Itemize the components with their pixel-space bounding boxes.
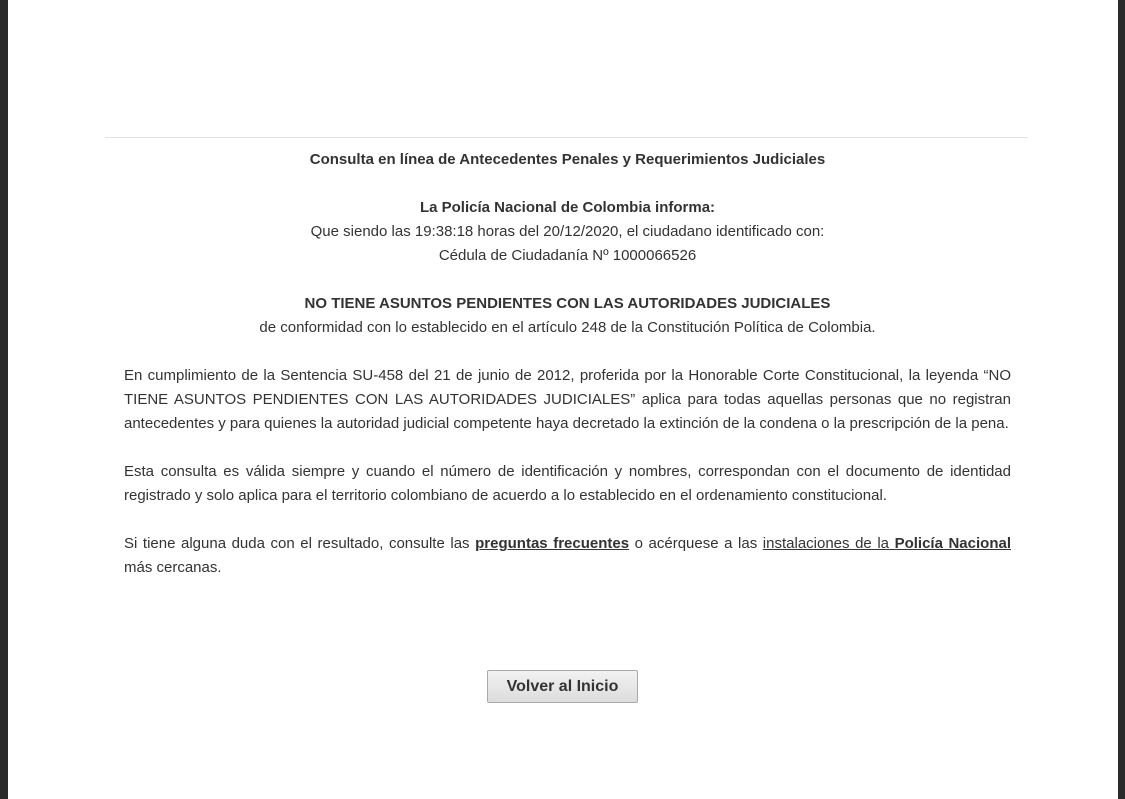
result-status: NO TIENE ASUNTOS PENDIENTES CON LAS AUTORIDADES JUDICIALES [304, 295, 831, 312]
result-legal-basis: de conformidad con lo establecido en el artículo 248 de la Constitución Política de Colombia. [259, 319, 876, 336]
validity-paragraph: Esta consulta es válida siempre y cuando el número de identificación y nombres, correspondan con el documento de identidad registrado y solo aplica para el territorio colombiano de acuerdo a lo establecido en el ordenamiento constitucional. [124, 463, 1011, 504]
results-panel [124, 148, 1011, 580]
sentencia-paragraph: En cumplimiento de la Sentencia SU-458 del 21 de junio de 2012, proferida por la Honorable Corte Constitucional, la leyenda “NO TIENE ASUNTOS PENDIENTES CON LAS AUTORIDADES JUDICIALES” aplica para todas aquellas personas que no registran antecedentes y para quienes la autoridad judicial competente haya decretado la extinción de la condena o la prescripción de la pena. [124, 367, 1011, 432]
actions-row [0, 670, 1125, 703]
query-timestamp-text: Que siendo las 19:38:18 horas del 20/12/2020, el ciudadano identificado con: [310, 223, 825, 240]
police-facilities-link[interactable] [763, 535, 1011, 552]
facilities-link-bold-text: Policía Nacional [894, 535, 1011, 552]
citizen-id-text: Cédula de Ciudadanía Nº 1000066526 [438, 247, 697, 264]
police-informs-heading: La Policía Nacional de Colombia informa: [419, 199, 716, 216]
page-title: Consulta en línea de Antecedentes Penales y Requerimientos Judiciales [309, 151, 826, 168]
faq-link[interactable]: preguntas frecuentes [475, 535, 630, 552]
doubts-paragraph [124, 532, 1011, 580]
facilities-link-text: instalaciones de la [762, 535, 895, 552]
doubts-prefix: Si tiene alguna duda con el resultado, consulte las [124, 535, 476, 552]
header-divider [105, 137, 1028, 138]
doubts-suffix: más cercanas. [124, 559, 222, 576]
doubts-middle: o acérquese a las [629, 535, 763, 552]
back-to-home-button[interactable]: Volver al Inicio [487, 670, 638, 703]
